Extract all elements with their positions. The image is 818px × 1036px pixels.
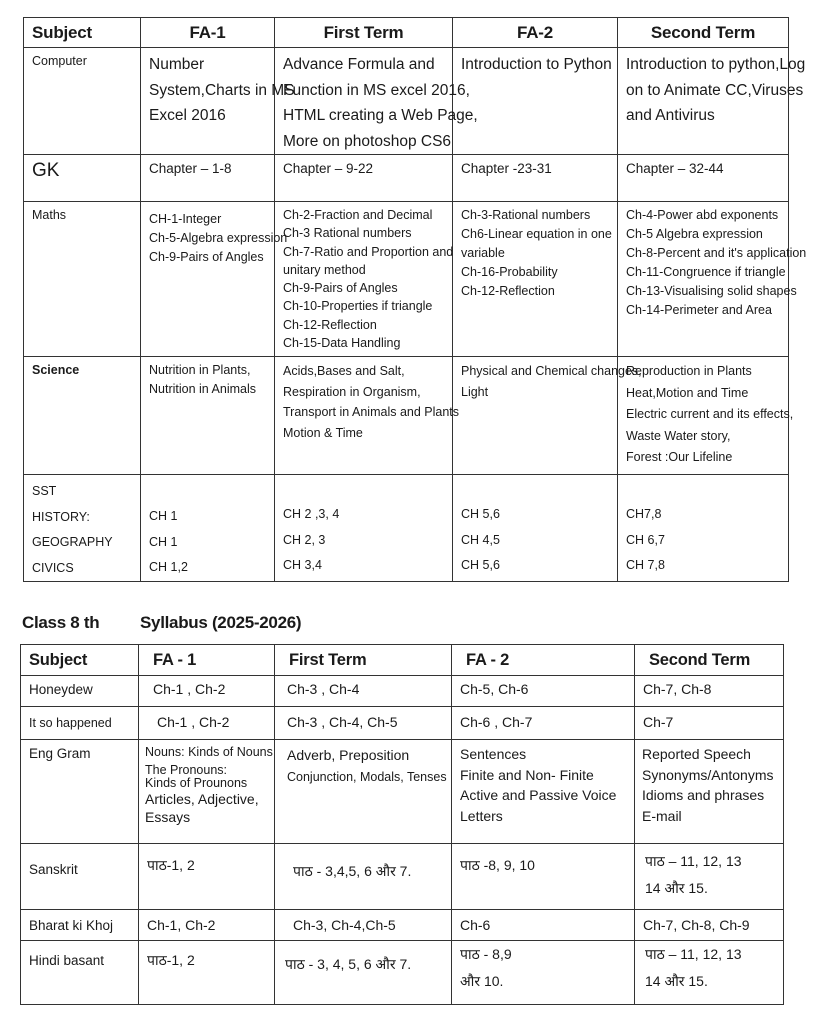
cell-line: 14 और 15. bbox=[645, 973, 708, 989]
cell-line: पाठ - 8,9 bbox=[460, 946, 512, 962]
subject-science: Science bbox=[24, 357, 141, 475]
computer-first-term bbox=[275, 48, 478, 155]
cell-line: Ch-3 Rational numbers bbox=[283, 226, 412, 241]
table-row bbox=[21, 740, 784, 844]
cell-line: Kinds of Prounons bbox=[145, 776, 248, 790]
cell-line: 14 और 15. bbox=[645, 880, 708, 896]
subject-hindi-basant: Hindi basant bbox=[21, 941, 139, 1005]
sst-second-term bbox=[618, 475, 789, 582]
header-subject: Subject bbox=[24, 18, 141, 48]
cell-line: E-mail bbox=[642, 807, 682, 824]
cell-line: on to Animate CC,Viruses bbox=[626, 81, 804, 99]
cell-line: CH 3,4 bbox=[283, 558, 322, 572]
gk-fa2: Chapter -23-31 bbox=[453, 155, 618, 202]
table-row bbox=[21, 707, 784, 740]
cell-line: Ch-7-Ratio and Proportion and bbox=[283, 244, 454, 259]
maths-second-term bbox=[618, 202, 807, 357]
class-heading bbox=[22, 613, 302, 633]
cell-line: Function in MS excel 2016, bbox=[283, 81, 470, 99]
bharat-first-term: Ch-3, Ch-4,Ch-5 bbox=[275, 910, 452, 941]
hindi-fa1: पाठ-1, 2 bbox=[139, 941, 275, 1005]
cell-line: Motion & Time bbox=[283, 425, 363, 440]
sst-fa1 bbox=[141, 475, 275, 582]
cell-line: CH 2 ,3, 4 bbox=[283, 507, 340, 521]
header-first-term: First Term bbox=[275, 18, 453, 48]
computer-fa1 bbox=[141, 48, 295, 155]
syllabus-title: Syllabus (2025-2026) bbox=[140, 613, 302, 632]
cell-line: CH 2, 3 bbox=[283, 532, 326, 547]
cell-line: CH 1 bbox=[149, 534, 178, 549]
cell-line: Ch-13-Visualising solid shapes bbox=[626, 284, 797, 298]
cell-line: Ch-8-Percent and it's application bbox=[626, 246, 807, 260]
cell-line: Ch-9-Pairs of Angles bbox=[149, 250, 264, 264]
cell-line: Physical and Chemical changes, bbox=[461, 364, 642, 378]
cell-line: Ch-10-Properties if triangle bbox=[283, 299, 433, 314]
cell-line: Forest :Our Lifeline bbox=[626, 450, 733, 464]
subject-sst bbox=[24, 475, 141, 582]
cell-line: Ch-3-Rational numbers bbox=[461, 208, 591, 222]
cell-line: Ch-14-Perimeter and Area bbox=[626, 303, 772, 317]
subject-eng-gram: Eng Gram bbox=[21, 740, 139, 844]
cell-line: Finite and Non- Finite bbox=[460, 766, 594, 783]
cell-line: CH 1,2 bbox=[149, 560, 188, 574]
cell-line: Ch-16-Probability bbox=[461, 265, 558, 279]
cell-line: Articles, Adjective, bbox=[145, 791, 259, 807]
science-fa1 bbox=[141, 357, 275, 475]
subject-honeydew: Honeydew bbox=[21, 676, 139, 707]
cell-line: Reproduction in Plants bbox=[626, 364, 752, 378]
cell-line: CH 7,8 bbox=[626, 558, 665, 572]
honeydew-second-term: Ch-7, Ch-8 bbox=[635, 676, 784, 707]
cell-line: HTML creating a Web Page, bbox=[283, 107, 478, 124]
subject-gk: GK bbox=[24, 155, 141, 202]
cell-line: Ch-4-Power abd exponents bbox=[626, 208, 779, 222]
happened-fa2: Ch-6 , Ch-7 bbox=[452, 707, 635, 740]
cell-line: Ch-5-Algebra expression bbox=[149, 231, 288, 245]
cell-line: और 10. bbox=[460, 973, 504, 989]
cell-line: CH 1 bbox=[149, 509, 178, 523]
cell-line: Reported Speech bbox=[642, 746, 751, 762]
table-header-row bbox=[21, 645, 784, 676]
cell-line: Ch-2-Fraction and Decimal bbox=[283, 208, 433, 222]
cell-line: Excel 2016 bbox=[149, 107, 226, 124]
cell-line: Letters bbox=[460, 807, 503, 824]
sanskrit-fa2: पाठ -8, 9, 10 bbox=[452, 844, 635, 910]
header-second-term: Second Term bbox=[635, 645, 784, 676]
subject-maths: Maths bbox=[24, 202, 141, 357]
cell-line: The Pronouns: bbox=[145, 763, 227, 777]
gk-first-term: Chapter – 9-22 bbox=[275, 155, 453, 202]
sanskrit-first-term: पाठ - 3,4,5, 6 और 7. bbox=[275, 844, 452, 910]
syllabus-table-upper bbox=[23, 17, 807, 582]
cell-line: Idioms and phrases bbox=[642, 787, 765, 803]
table-row bbox=[21, 676, 784, 707]
cell-line: Introduction to Python bbox=[461, 56, 612, 73]
cell-line: पाठ – 11, 12, 13 bbox=[645, 946, 742, 962]
table-row bbox=[24, 202, 789, 357]
cell-line: Respiration in Organism, bbox=[283, 384, 421, 399]
bharat-second-term: Ch-7, Ch-8, Ch-9 bbox=[635, 910, 784, 941]
cell-line: CH 4,5 bbox=[461, 532, 500, 547]
hindi-fa2 bbox=[452, 941, 635, 1005]
cell-line: CH 5,6 bbox=[461, 558, 500, 572]
honeydew-first-term: Ch-3 , Ch-4 bbox=[275, 676, 452, 707]
cell-line: Active and Passive Voice bbox=[460, 787, 617, 803]
science-second-term bbox=[618, 357, 794, 475]
bharat-fa1: Ch-1, Ch-2 bbox=[139, 910, 275, 941]
cell-line: More on photoshop CS6 bbox=[283, 132, 452, 150]
happened-fa1: Ch-1 , Ch-2 bbox=[139, 707, 275, 740]
sanskrit-fa1: पाठ-1, 2 bbox=[139, 844, 275, 910]
table-row bbox=[24, 155, 789, 202]
hindi-first-term: पाठ - 3, 4, 5, 6 और 7. bbox=[275, 941, 452, 1005]
cell-line: Essays bbox=[145, 809, 191, 825]
syllabus-table-class8 bbox=[20, 644, 784, 1005]
cell-line: CH 6,7 bbox=[626, 532, 665, 547]
enggram-fa2 bbox=[452, 740, 635, 844]
maths-fa1 bbox=[141, 202, 288, 357]
cell-line: Synonyms/Antonyms bbox=[642, 766, 774, 783]
maths-first-term bbox=[275, 202, 453, 357]
cell-line: CH-1-Integer bbox=[149, 212, 222, 226]
header-fa1: FA-1 bbox=[141, 18, 275, 48]
sst-first-term bbox=[275, 475, 453, 582]
subject-computer: Computer bbox=[24, 48, 141, 155]
cell-line: Sentences bbox=[460, 746, 527, 762]
sanskrit-second-term bbox=[635, 844, 784, 910]
cell-line: Ch6-Linear equation in one bbox=[461, 227, 612, 241]
cell-line: Number bbox=[149, 56, 205, 73]
cell-line: पाठ – 11, 12, 13 bbox=[645, 853, 742, 869]
cell-line: Heat,Motion and Time bbox=[626, 385, 749, 400]
science-fa2 bbox=[453, 357, 642, 475]
enggram-fa1 bbox=[139, 740, 275, 844]
maths-fa2 bbox=[453, 202, 618, 357]
header-first-term: First Term bbox=[275, 645, 452, 676]
header-fa1: FA - 1 bbox=[139, 645, 275, 676]
cell-line: SST bbox=[32, 484, 57, 498]
cell-line: Nutrition in Animals bbox=[149, 382, 256, 396]
cell-line: Waste Water story, bbox=[626, 428, 731, 443]
cell-line: Electric current and its effects, bbox=[626, 407, 794, 421]
cell-line: unitary method bbox=[283, 262, 366, 277]
cell-line: Acids,Bases and Salt, bbox=[283, 364, 405, 378]
cell-line: Advance Formula and bbox=[283, 56, 435, 73]
header-fa2: FA - 2 bbox=[452, 645, 635, 676]
hindi-second-term bbox=[635, 941, 784, 1005]
table-row bbox=[21, 844, 784, 910]
happened-first-term: Ch-3 , Ch-4, Ch-5 bbox=[275, 707, 452, 740]
cell-line: Ch-11-Congruence if triangle bbox=[626, 265, 786, 279]
computer-fa2 bbox=[453, 48, 618, 155]
table-row bbox=[24, 48, 789, 155]
header-second-term: Second Term bbox=[618, 18, 789, 48]
gk-fa1: Chapter – 1-8 bbox=[141, 155, 275, 202]
gk-second-term: Chapter – 32-44 bbox=[618, 155, 789, 202]
sst-fa2 bbox=[453, 475, 618, 582]
table-row bbox=[24, 475, 789, 582]
header-fa2: FA-2 bbox=[453, 18, 618, 48]
subject-bharat-ki-khoj: Bharat ki Khoj bbox=[21, 910, 139, 941]
cell-line: Introduction to python,Log bbox=[626, 56, 806, 73]
computer-second-term bbox=[618, 48, 806, 155]
cell-line: Ch-15-Data Handling bbox=[283, 336, 401, 351]
honeydew-fa2: Ch-5, Ch-6 bbox=[452, 676, 635, 707]
science-first-term bbox=[275, 357, 460, 475]
table-row bbox=[21, 910, 784, 941]
table-row bbox=[24, 357, 789, 475]
cell-line: Ch-12-Reflection bbox=[461, 284, 555, 298]
cell-line: Conjunction, Modals, Tenses bbox=[287, 770, 447, 784]
cell-line: CH7,8 bbox=[626, 507, 662, 521]
cell-line: and Antivirus bbox=[626, 107, 715, 124]
honeydew-fa1: Ch-1 , Ch-2 bbox=[139, 676, 275, 707]
cell-line: Ch-5 Algebra expression bbox=[626, 227, 763, 241]
cell-line: Transport in Animals and Plants bbox=[283, 405, 460, 419]
header-subject: Subject bbox=[21, 645, 139, 676]
enggram-first-term bbox=[275, 740, 452, 844]
cell-line: Ch-12-Reflection bbox=[283, 317, 377, 332]
cell-line: Ch-9-Pairs of Angles bbox=[283, 281, 398, 296]
cell-line: CIVICS bbox=[32, 560, 74, 575]
table-row bbox=[21, 941, 784, 1005]
cell-line: System,Charts in MS bbox=[149, 81, 295, 99]
bharat-fa2: Ch-6 bbox=[452, 910, 635, 941]
subject-sanskrit: Sanskrit bbox=[21, 844, 139, 910]
table-header-row bbox=[24, 18, 789, 48]
cell-line: GEOGRAPHY bbox=[32, 535, 113, 549]
cell-line: Light bbox=[461, 384, 489, 399]
cell-line: HISTORY: bbox=[32, 509, 90, 524]
subject-it-so-happened: It so happened bbox=[21, 707, 139, 740]
cell-line: CH 5,6 bbox=[461, 507, 500, 521]
cell-line: Nutrition in Plants, bbox=[149, 363, 251, 377]
cell-line: Adverb, Preposition bbox=[287, 747, 410, 763]
cell-line: Nouns: Kinds of Nouns bbox=[145, 745, 273, 759]
class-label: Class 8 th bbox=[22, 613, 100, 632]
happened-second-term: Ch-7 bbox=[635, 707, 784, 740]
cell-line: variable bbox=[461, 246, 505, 260]
enggram-second-term bbox=[635, 740, 784, 844]
